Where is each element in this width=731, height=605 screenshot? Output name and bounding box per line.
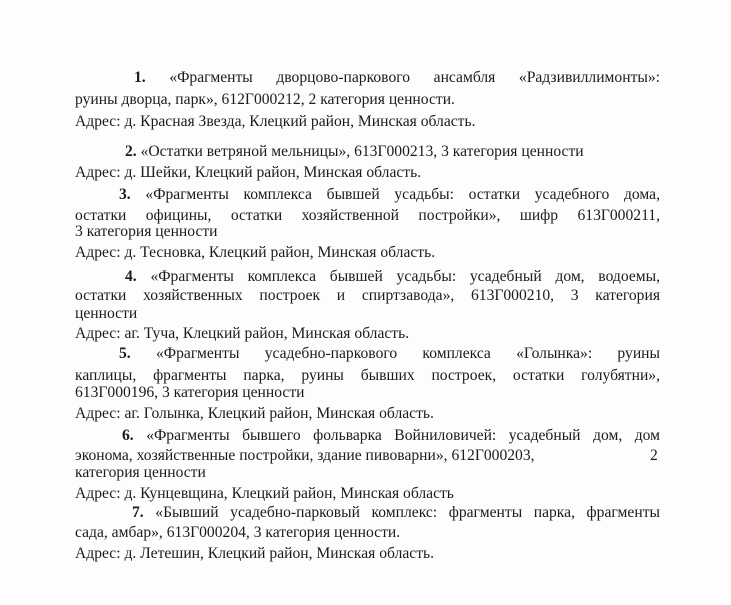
item-7-text-1: «Бывший усадебно-парковый комплекс: фрагменты парка, фрагменты bbox=[155, 504, 660, 521]
item-1-line-2: руины дворца, парк», 612Г000212, 2 категория ценности. bbox=[75, 91, 455, 108]
item-4-line-1 bbox=[125, 267, 660, 287]
item-4-number: 4. bbox=[125, 268, 137, 285]
item-4-address: Адрес: аг. Туча, Клецкий район, Минская область. bbox=[75, 325, 410, 342]
item-5-address: Адрес: аг. Голынка, Клецкий район, Минская область. bbox=[75, 405, 434, 422]
item-3-address: Адрес: д. Тесновка, Клецкий район, Минская область. bbox=[75, 244, 436, 261]
item-3-line-2: остатки официны, остатки хозяйственной постройки», шифр 613Г000211, bbox=[75, 207, 660, 224]
item-6-text-1: «Фрагменты бывшего фольварка Войниловичей: усадебный дом, дом bbox=[146, 427, 660, 444]
item-2-address: Адрес: д. Шейки, Клецкий район, Минская область. bbox=[75, 164, 422, 181]
item-5-text-1: «Фрагменты усадебно-паркового комплекса «Голынка»: руины bbox=[155, 345, 660, 362]
item-4-line-3: ценности bbox=[75, 305, 138, 322]
item-3-line-3: 3 категория ценности bbox=[75, 223, 218, 240]
item-1-number: 1. bbox=[134, 69, 146, 86]
item-5-number: 5. bbox=[119, 345, 131, 362]
item-1-text-1: «Фрагменты дворцово-паркового ансамбля «Радзивиллимонты»: bbox=[169, 69, 660, 86]
item-6-address: Адрес: д. Кунцевщина, Клецкий район, Минская область bbox=[75, 485, 454, 502]
item-6-line-3: категория ценности bbox=[75, 464, 206, 481]
item-4-line-2: остатки хозяйственных построек и спиртзавода», 613Г000210, 3 категория bbox=[75, 287, 660, 304]
item-7-address: Адрес: д. Летешин, Клецкий район, Минская область. bbox=[75, 545, 435, 562]
item-1-address: Адрес: д. Красная Звезда, Клецкий район, Минская область. bbox=[75, 113, 476, 130]
item-2-line-1 bbox=[125, 142, 584, 162]
item-6-line-1 bbox=[122, 426, 660, 446]
item-5-line-2: каплицы, фрагменты парка, руины бывших построек, остатки голубятни», bbox=[75, 367, 660, 384]
item-6-number: 6. bbox=[122, 427, 134, 444]
item-3-line-1 bbox=[119, 185, 660, 205]
item-6-line-2: эконома, хозяйственные постройки, здание пивоварни», 612Г000203, bbox=[75, 447, 535, 464]
item-6-line-2-tail: 2 bbox=[650, 447, 658, 464]
item-7-line-1 bbox=[132, 503, 660, 523]
item-5-line-3: 613Г000196, 3 категория ценности bbox=[75, 384, 305, 401]
item-4-text-1: «Фрагменты комплекса бывшей усадьбы: усадебный дом, водоемы, bbox=[150, 268, 660, 285]
item-7-line-2: сада, амбар», 613Г000204, 3 категория ценности. bbox=[75, 524, 401, 541]
item-3-text-1: «Фрагменты комплекса бывшей усадьбы: остатки усадебного дома, bbox=[145, 186, 660, 203]
item-7-number: 7. bbox=[132, 504, 144, 521]
item-1-line-1 bbox=[134, 68, 660, 88]
item-2-text-1: «Остатки ветряной мельницы», 613Г000213, 3 категория ценности bbox=[140, 143, 584, 160]
item-2-number: 2. bbox=[125, 143, 137, 160]
item-5-line-1 bbox=[119, 344, 660, 364]
item-3-number: 3. bbox=[119, 186, 131, 203]
